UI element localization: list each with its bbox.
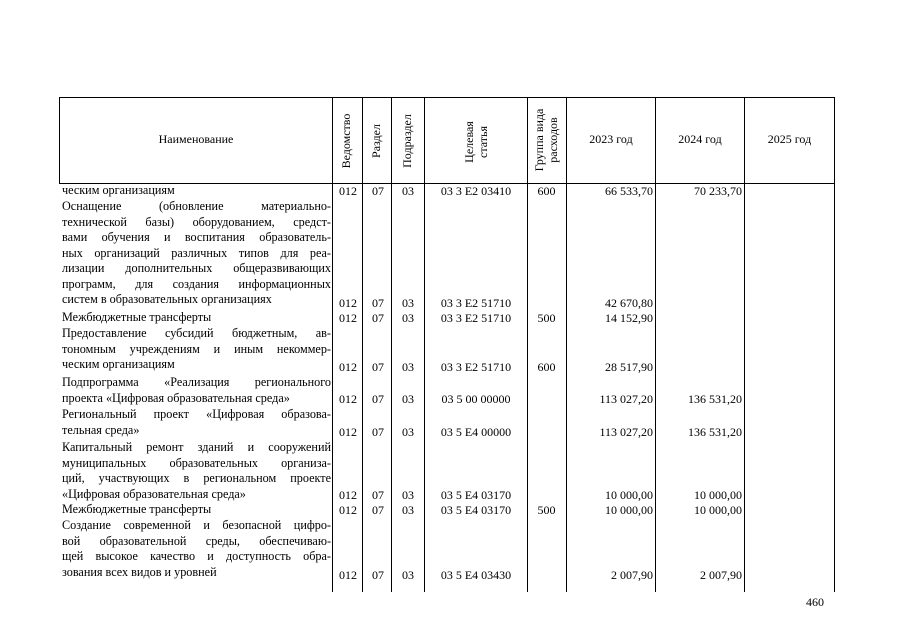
name-line: щей высокое качество и доступность обра- (62, 549, 331, 563)
table-top-border (59, 97, 834, 98)
name-line: Предоставление субсидий бюджетным, ав- (62, 326, 331, 340)
row-raz: 07 (372, 392, 384, 406)
row-pod: 03 (402, 311, 414, 325)
row-raz: 07 (372, 360, 384, 374)
header-2023: 2023 год (589, 132, 633, 146)
page-number: 460 (806, 595, 824, 609)
col-border-y23 (655, 97, 656, 592)
row-cel: 03 5 E4 03430 (440, 568, 512, 582)
header-tselevaya-line2: статья (476, 126, 490, 158)
row-raz: 07 (372, 488, 384, 502)
name-line: тельная среда» (62, 422, 140, 437)
row-pod: 03 (402, 488, 414, 502)
header-gruppa (532, 100, 560, 180)
row-name (62, 310, 331, 326)
row-y2023: 10 000,00 (605, 503, 653, 517)
row-y2023: 2 007,90 (611, 568, 653, 582)
name-line: лизации дополнительных общеразвивающих (62, 261, 331, 275)
header-podrazdel: Подраздел (400, 114, 414, 168)
name-line: вой образовательной среды, обеспечиваю- (62, 533, 331, 548)
row-grp: 500 (537, 503, 556, 517)
col-border-raz (391, 97, 392, 592)
row-y2024: 10 000,00 (694, 503, 742, 517)
row-cel: 03 5 E4 03170 (440, 488, 512, 502)
name-line: программ, для создания информационных (62, 276, 331, 291)
name-line: ций, участвующих в региональном проекте (62, 471, 331, 485)
name-line: тономным учреждениям и иным некоммер- (62, 341, 331, 356)
row-name (62, 518, 331, 580)
row-pod: 03 (402, 568, 414, 582)
row-cel: 03 3 E2 51710 (440, 296, 512, 310)
name-line: проекта «Цифровая образовательная среда» (62, 390, 290, 405)
row-y2023: 113 027,20 (599, 392, 653, 406)
header-gruppa-line1: Группа вида (532, 108, 546, 172)
row-name (62, 326, 331, 373)
row-ved: 012 (339, 296, 357, 310)
name-line: вами обучения и воспитания образователь- (62, 230, 331, 244)
row-cel: 03 5 00 00000 (441, 392, 511, 406)
name-line: Межбюджетные трансферты (62, 310, 212, 324)
row-y2023: 14 152,90 (605, 311, 653, 325)
row-ved: 012 (339, 311, 357, 325)
name-line: ческим организациям (62, 183, 175, 197)
col-border-pod (424, 97, 425, 592)
row-grp: 600 (537, 360, 556, 374)
row-y2024: 10 000,00 (694, 488, 742, 502)
row-pod: 03 (402, 425, 414, 439)
row-ved: 012 (339, 392, 357, 406)
header-vedomstvo: Ведомство (339, 113, 353, 169)
row-raz: 07 (372, 184, 384, 198)
col-border-grp (566, 97, 567, 592)
name-line: Подпрограмма «Реализация регионального (62, 375, 331, 389)
header-razdel: Раздел (369, 124, 383, 158)
name-line: систем в образовательных организациях (62, 292, 272, 306)
header-name: Наименование (158, 132, 234, 146)
col-border-ved (362, 97, 363, 592)
col-border-name (332, 97, 333, 592)
row-y2023: 66 533,70 (605, 184, 653, 198)
row-pod: 03 (402, 360, 414, 374)
name-line: технической базы) оборудованием, средст- (62, 214, 331, 229)
row-raz: 07 (372, 311, 384, 325)
row-raz: 07 (372, 425, 384, 439)
col-border-y24 (744, 97, 745, 592)
name-line: муниципальных образовательных организа- (62, 455, 331, 470)
row-y2024: 70 233,70 (694, 184, 742, 198)
row-cel: 03 5 E4 00000 (440, 425, 512, 439)
name-line: Региональный проект «Цифровая образова- (62, 407, 331, 421)
row-y2024: 136 531,20 (688, 392, 742, 406)
name-line: Капитальный ремонт зданий и сооружений (62, 440, 331, 454)
col-border-cel (527, 97, 528, 592)
row-y2023: 10 000,00 (605, 488, 653, 502)
name-line: ческим организациям (62, 357, 175, 371)
row-y2024: 136 531,20 (688, 425, 742, 439)
row-y2023: 28 517,90 (605, 360, 653, 374)
row-name (62, 502, 331, 518)
row-name (62, 407, 331, 438)
header-gruppa-line2: расходов (546, 117, 560, 163)
name-line: Межбюджетные трансферты (62, 502, 212, 516)
row-name (62, 199, 331, 308)
header-2025: 2025 год (767, 132, 812, 146)
row-y2024: 2 007,90 (700, 568, 742, 582)
header-tselevaya-line1: Целевая (462, 121, 476, 163)
header-2024: 2024 год (678, 132, 722, 146)
name-line: Оснащение (обновление материально- (62, 199, 331, 213)
row-name (62, 375, 331, 406)
name-line: «Цифровая образовательная среда» (62, 486, 246, 501)
row-ved: 012 (339, 184, 357, 198)
row-cel: 03 3 E2 03410 (440, 184, 512, 198)
header-tselevaya (462, 102, 490, 182)
row-ved: 012 (339, 425, 357, 439)
row-cel: 03 5 E4 03170 (440, 503, 512, 517)
row-ved: 012 (339, 503, 357, 517)
row-pod: 03 (402, 184, 414, 198)
row-raz: 07 (372, 296, 384, 310)
row-cel: 03 3 E2 51710 (440, 311, 512, 325)
row-ved: 012 (339, 360, 357, 374)
name-line: Создание современной и безопасной цифро- (62, 518, 331, 532)
name-line: зования всех видов и уровней (62, 564, 217, 579)
row-grp: 600 (537, 184, 556, 198)
row-pod: 03 (402, 296, 414, 310)
name-line: ных организаций различных типов для реа- (62, 245, 331, 260)
row-raz: 07 (372, 568, 384, 582)
row-y2023: 113 027,20 (599, 425, 653, 439)
row-grp: 500 (537, 311, 556, 325)
row-pod: 03 (402, 392, 414, 406)
row-ved: 012 (339, 568, 357, 582)
row-raz: 07 (372, 503, 384, 517)
row-pod: 03 (402, 503, 414, 517)
row-name (62, 440, 331, 502)
row-ved: 012 (339, 488, 357, 502)
row-name (62, 183, 331, 199)
col-border-right (834, 97, 835, 592)
row-y2023: 42 670,80 (605, 296, 653, 310)
row-cel: 03 3 E2 51710 (440, 360, 512, 374)
